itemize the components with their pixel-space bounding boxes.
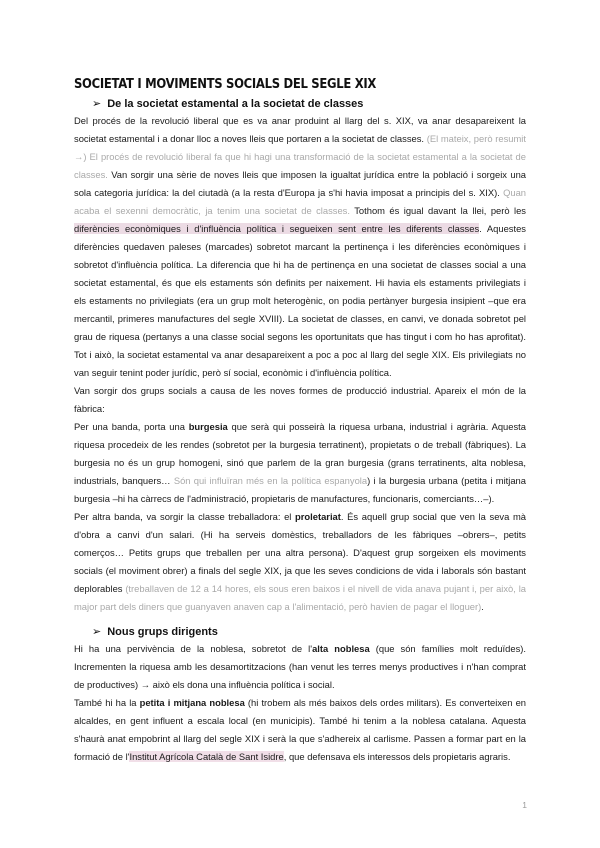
paragraph: Van sorgir dos grups socials a causa de les noves formes de producció industrial. Apareix el món de la fàbrica: — [74, 385, 526, 414]
section-heading-text: De la societat estamental a la societat de classes — [107, 98, 364, 110]
arrow-bullet-icon: ➢ — [92, 97, 102, 110]
text-run: Per una banda, porta una — [74, 421, 189, 432]
bold-term: alta noblesa — [312, 643, 370, 654]
text-run: (que són famílies molt reduïdes). Incrementen la riquesa amb les desamortitzacions (han venut les terres menys productives i n'han comprat de productives) → això els dona una influència política i social. — [74, 643, 526, 690]
section-body-grups — [74, 640, 526, 766]
text-run: ) i la burgesia urbana (petita i mitjana burgesia –hi ha càrrecs de l'administració, propietaris de manufactures, funcionaris, comerciants…–). — [74, 475, 526, 504]
bold-term: petita i mitjana noblesa — [139, 697, 245, 708]
section-heading-grups — [92, 625, 218, 638]
text-run: (hi trobem als més baixos dels ordes militars). Es converteixen en alcaldes, en gent influent a escala local (en municipis). També hi tenim a la noblesa catalana. Aquesta s'haurà anat empobrint al llarg del segle XIX i serà la que s'adhereix al carlisme. Passen a formar part en la formació de l' — [74, 697, 527, 762]
grey-note: (treballaven de 12 a 14 hores, els sous eren baixos i el nivell de vida anava pujant i, per això, la major part dels diners que guanyaven anaven cap a l'alimentació, però havien de pagar el lloguer) — [74, 583, 527, 612]
bold-term: proletariat — [295, 511, 341, 522]
text-run: . És aquell grup social que ven la seva mà d'obra a canvi d'un salari. (Hi ha serveis domèstics, treballadors de les fàbriques –obrers–, petits comerços… Petits grups que treballen per una altra persona). D'aquest grup sorgeixen els moviments socials (el moviment obrer) a finals del segle XIX, ja que les seves condicions de vida i laborals són bastant deplorables — [74, 511, 526, 594]
text-run: També hi ha la — [74, 697, 140, 708]
text-run: . Aquestes diferències quedaven paleses (marcades) sobretot marcant la pertinença i les diferències econòmiques i sobretot d'influència política. La diferencia que hi ha de pertinença en una societat de classes social a una societat estamental, és que els estaments són definits per naixement. Hi havia els estaments privilegiats i els estaments no privilegiats (era un grup molt heterogènic, on podia pertànyer burgesia insipient –que era mercantil, primeres manufactures del segle XVIII). La societat de classes, en canvi, ve donada sobretot pel grau de riquesa (pertanys a una classe social segons les oportunitats que has tingut i com ho has aprofitat). Tot i això, la societat estamental va anar desapareixent a poc a poc al llarg del segle XIX. Els privilegiats no van seguir tenint poder jurídic, però sí social, econòmic i d'influència política. — [74, 223, 526, 378]
text-run: Hi ha una pervivència de la noblesa, sobretot de l' — [74, 643, 313, 654]
paragraph — [74, 694, 526, 766]
text-run: Tothom és igual davant la llei, però les — [354, 205, 526, 216]
text-run: Per altra banda, va sorgir la classe treballadora: el — [74, 511, 296, 522]
page-title: SOCIETAT I MOVIMENTS SOCIALS DEL SEGLE XIX — [74, 76, 377, 92]
bold-term: burgesia — [188, 421, 228, 432]
text-run: que serà qui posseirà la riquesa urbana, industrial i agrària. Aquesta riquesa procedeix de les rendes (sobretot per la burgesia terratinent), propietats o de treball (fàbriques). La burgesia no és un grup homogeni, sinó que parlem de la gran burgesia (grans terratinents, alta noblesa, industrials, banquers… — [74, 421, 526, 486]
grey-note: Són qui influïran més en la política espanyola — [173, 475, 368, 486]
paragraph — [74, 508, 526, 616]
text-run: Van sorgir una sèrie de noves lleis que imposen la igualtat jurídica entre la població i sorgeix una sola categoria jurídica: la del ciutadà (a la resta d'Europa ja s'hi havia imposat a principis del s. XIX). — [74, 169, 526, 198]
paragraph — [74, 112, 526, 382]
section-heading-text: Nous grups dirigents — [107, 626, 218, 638]
paragraph — [74, 640, 526, 694]
section-heading-estamental — [92, 97, 363, 110]
highlighted-text: Institut Agrícola Català de Sant Isidre — [129, 751, 284, 762]
text-run: , que defensava els interessos dels propietaris agraris. — [283, 751, 511, 762]
page-number: 1 — [522, 800, 527, 810]
text-run: Del procés de la revolució liberal que es va anar produint al llarg del s. XIX, va anar desapareixent la societat estamental i a donar lloc a noves lleis que portaren a la societat de classes. — [74, 115, 526, 144]
section-body-estamental — [74, 112, 526, 616]
grey-note: Quan acaba el sexenni democràtic, ja tenim una societat de classes. — [74, 187, 526, 216]
paragraph — [74, 418, 526, 508]
arrow-bullet-icon: ➢ — [92, 625, 102, 638]
highlighted-text: diferències econòmiques i d'influència política i segueixen sent entre les diferents classes — [74, 223, 480, 234]
text-run: . — [481, 601, 484, 612]
grey-note: (El mateix, però resumit →) El procés de revolució liberal fa que hi hagi una transformació de la societat estamental a la societat de classes. — [74, 133, 526, 180]
